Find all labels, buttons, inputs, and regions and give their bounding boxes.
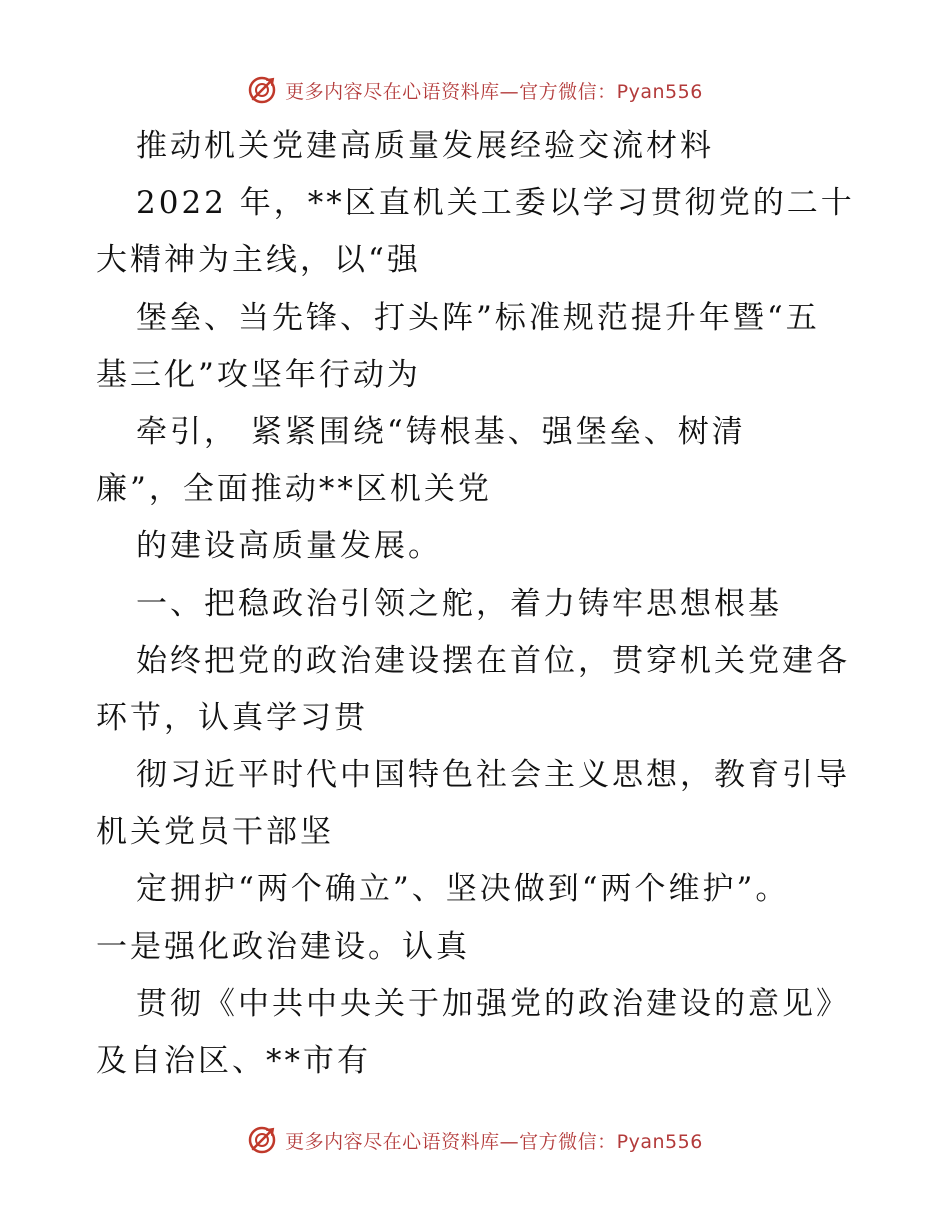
brand-logo-icon (247, 75, 277, 105)
header-banner (0, 70, 950, 110)
paragraph-line: 始终把党的政治建设摆在首位，贯穿机关党建各 (136, 642, 850, 679)
header-banner-text: 更多内容尽在心语资料库—官方微信：Pyan556 (285, 80, 703, 103)
paragraph-line: 及自治区、**市有 (96, 1043, 371, 1079)
paragraph-line: 堡垒、当先锋、打头阵”标准规范提升年暨“五 (136, 299, 820, 336)
paragraph-line: 机关党员干部坚 (96, 814, 334, 851)
paragraph-line: 的建设高质量发展。 (136, 528, 442, 565)
paragraph-line: 环节，认真学习贯 (96, 699, 368, 736)
paragraph-line: 定拥护“两个确立”、坚决做到“两个维护”。 (136, 871, 790, 908)
paragraph-line: 2022 年，**区直机关工委以学习贯彻党的二十 (136, 185, 855, 222)
document-body (96, 118, 856, 1090)
paragraph-line: 彻习近平时代中国特色社会主义思想，教育引导 (136, 757, 850, 794)
section-heading: 一、把稳政治引领之舵，着力铸牢思想根基 (136, 585, 782, 622)
paragraph-line: 大精神为主线，以“强 (96, 242, 421, 279)
paragraph-line: 廉”，全面推动**区机关党 (96, 471, 492, 508)
footer-banner (0, 1120, 950, 1160)
paragraph-line: 一是强化政治建设。认真 (96, 928, 470, 965)
paragraph-line: 贯彻《中共中央关于加强党的政治建设的意见》 (136, 985, 850, 1022)
footer-banner-text: 更多内容尽在心语资料库—官方微信：Pyan556 (285, 1130, 703, 1153)
paragraph-line: 牵引， 紧紧围绕“铸根基、强堡垒、树清 (136, 413, 746, 450)
brand-logo-icon (247, 1125, 277, 1155)
paragraph-line: 基三化”攻坚年行动为 (96, 356, 421, 393)
document-title: 推动机关党建高质量发展经验交流材料 (136, 128, 714, 164)
